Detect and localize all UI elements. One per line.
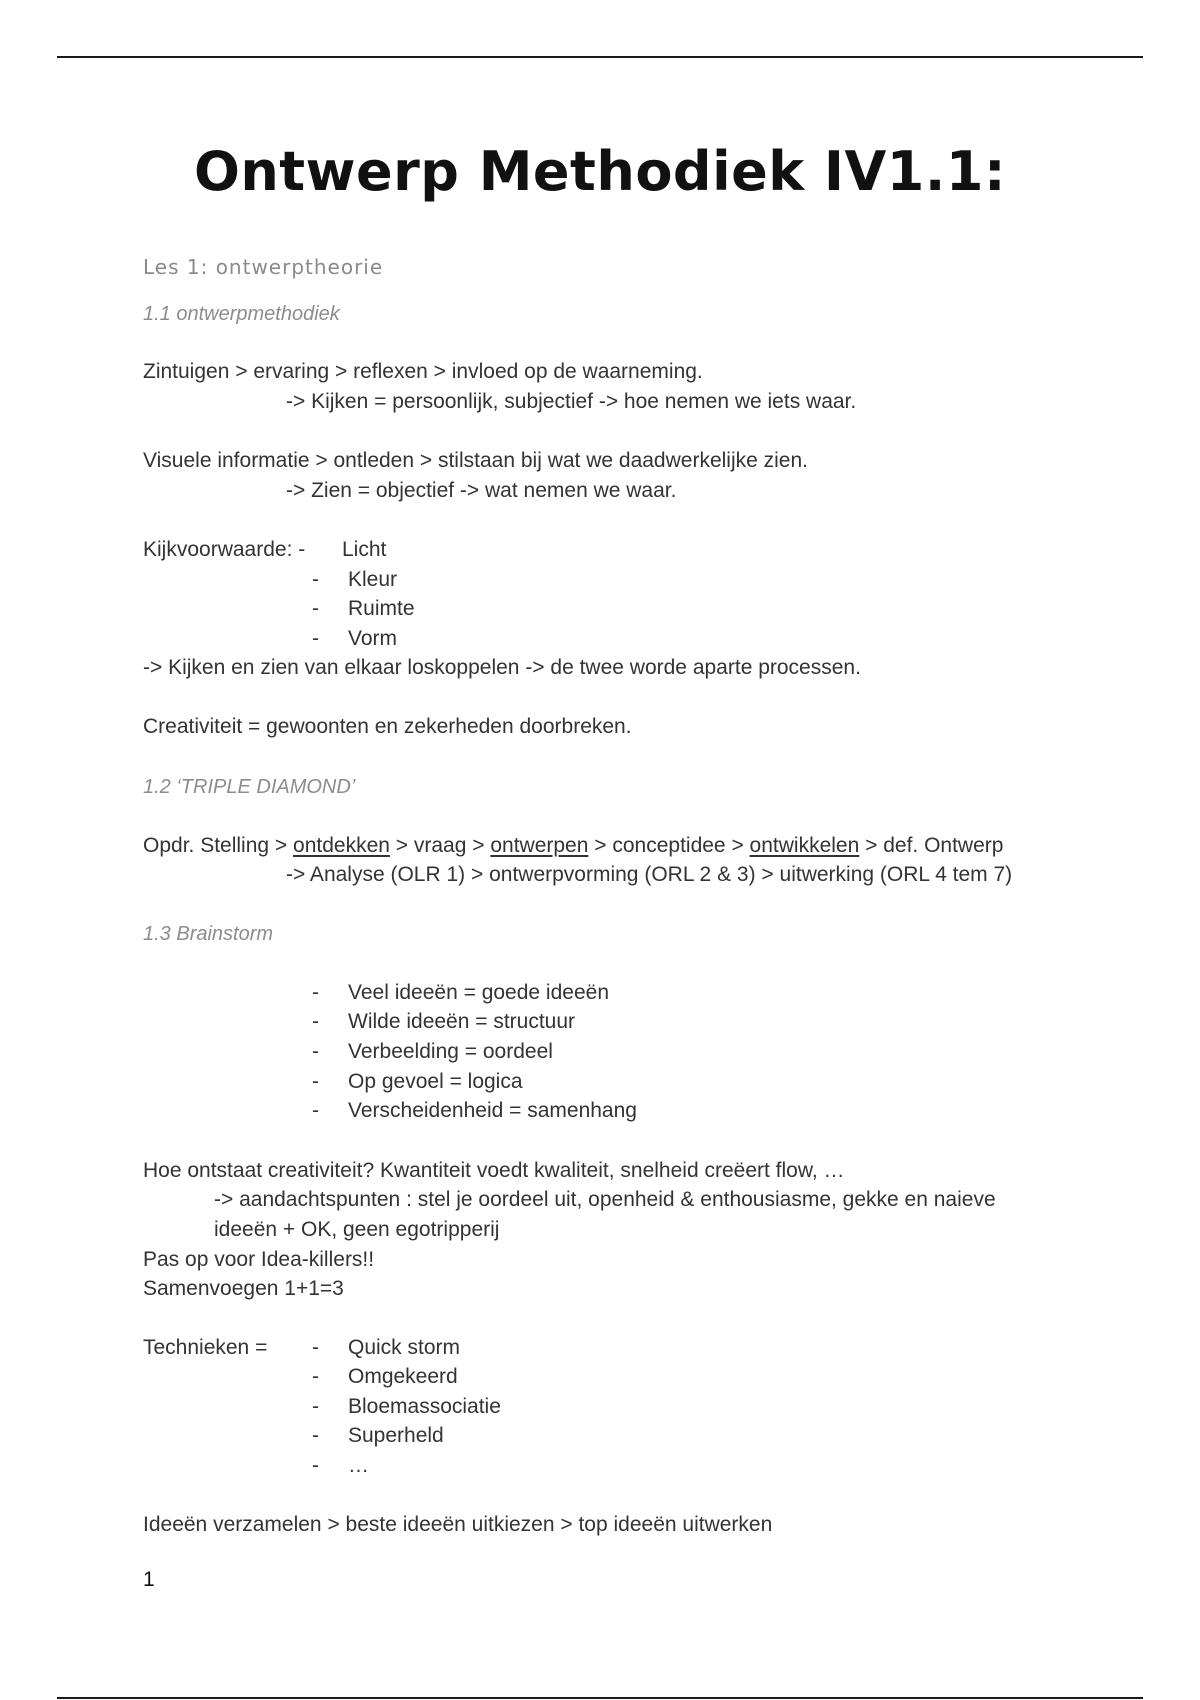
top-rule bbox=[57, 56, 1143, 58]
paragraph: -> Analyse (OLR 1) > ontwerpvorming (ORL 2 & 3) > uitwerking (ORL 4 tem 7) bbox=[286, 863, 1013, 886]
technieken-label: Technieken = bbox=[143, 1336, 268, 1359]
bullet: - bbox=[312, 1040, 319, 1063]
bullet: - bbox=[312, 1454, 319, 1477]
list-item: Verscheidenheid = samenhang bbox=[348, 1099, 637, 1122]
list-item: Licht bbox=[342, 538, 387, 561]
paragraph: Pas op voor Idea-killers!! bbox=[143, 1248, 375, 1271]
bullet: - bbox=[312, 1010, 319, 1033]
bullet: - bbox=[312, 597, 319, 620]
text-segment: Opdr. Stelling > bbox=[143, 834, 294, 857]
list-item: Verbeelding = oordeel bbox=[348, 1040, 553, 1063]
list-item: Kleur bbox=[348, 568, 398, 591]
list-item: Op gevoel = logica bbox=[348, 1070, 523, 1093]
underlined-term: ontwerpen bbox=[490, 834, 589, 857]
bullet: - bbox=[312, 1099, 319, 1122]
bullet: - bbox=[312, 1336, 319, 1359]
underlined-term: ontdekken bbox=[293, 834, 390, 857]
text-segment: > conceptidee > bbox=[588, 834, 750, 857]
bullet: - bbox=[312, 981, 319, 1004]
list-item: Quick storm bbox=[348, 1336, 461, 1359]
bullet: - bbox=[312, 1424, 319, 1447]
page-title: Ontwerp Methodiek IV1.1: bbox=[193, 140, 1007, 203]
list-item: Ruimte bbox=[348, 597, 415, 620]
bullet: - bbox=[312, 627, 319, 650]
section-heading-1-2: 1.2 ‘TRIPLE DIAMOND’ bbox=[143, 776, 356, 798]
bottom-rule bbox=[57, 1697, 1143, 1699]
paragraph: Samenvoegen 1+1=3 bbox=[143, 1277, 344, 1300]
bullet: - bbox=[312, 1395, 319, 1418]
list-item: Bloemassociatie bbox=[348, 1395, 501, 1418]
list-item: … bbox=[348, 1454, 369, 1477]
paragraph: -> Zien = objectief -> wat nemen we waar. bbox=[286, 479, 677, 502]
paragraph: -> aandachtspunten : stel je oordeel uit, openheid & enthousiasme, gekke en naieve bbox=[214, 1188, 996, 1211]
kijkvoorwaarde-label: Kijkvoorwaarde: - bbox=[143, 538, 306, 561]
bullet: - bbox=[312, 1365, 319, 1388]
list-item: Wilde ideeën = structuur bbox=[348, 1010, 576, 1033]
section-heading-1-3: 1.3 Brainstorm bbox=[143, 923, 274, 945]
list-item: Veel ideeën = goede ideeën bbox=[348, 981, 609, 1004]
paragraph: -> Kijken en zien van elkaar loskoppelen -> de twee worde aparte processen. bbox=[143, 656, 861, 679]
text-segment: > def. Ontwerp bbox=[859, 834, 1004, 857]
paragraph: Ideeën verzamelen > beste ideeën uitkiezen > top ideeën uitwerken bbox=[143, 1513, 773, 1536]
list-item: Vorm bbox=[348, 627, 398, 650]
paragraph: -> Kijken = persoonlijk, subjectief -> hoe nemen we iets waar. bbox=[286, 390, 857, 413]
text-segment: > vraag > bbox=[389, 834, 491, 857]
bullet: - bbox=[312, 1070, 319, 1093]
list-item: Superheld bbox=[348, 1424, 444, 1447]
paragraph: Visuele informatie > ontleden > stilstaan bij wat we daadwerkelijke zien. bbox=[143, 449, 808, 472]
section-heading-1-1: 1.1 ontwerpmethodiek bbox=[143, 303, 340, 325]
paragraph: Hoe ontstaat creativiteit? Kwantiteit voedt kwaliteit, snelheid creëert flow, … bbox=[143, 1159, 845, 1182]
underlined-term: ontwikkelen bbox=[749, 834, 860, 857]
lesson-heading: Les 1: ontwerptheorie bbox=[143, 255, 384, 279]
paragraph: ideeën + OK, geen egotripperij bbox=[214, 1218, 500, 1241]
bullet: - bbox=[312, 568, 319, 591]
list-item: Omgekeerd bbox=[348, 1365, 458, 1388]
paragraph: Zintuigen > ervaring > reflexen > invloed op de waarneming. bbox=[143, 360, 703, 383]
page-number: 1 bbox=[143, 1568, 155, 1591]
paragraph: Creativiteit = gewoonten en zekerheden doorbreken. bbox=[143, 715, 632, 738]
triple-diamond-line bbox=[143, 831, 1003, 861]
